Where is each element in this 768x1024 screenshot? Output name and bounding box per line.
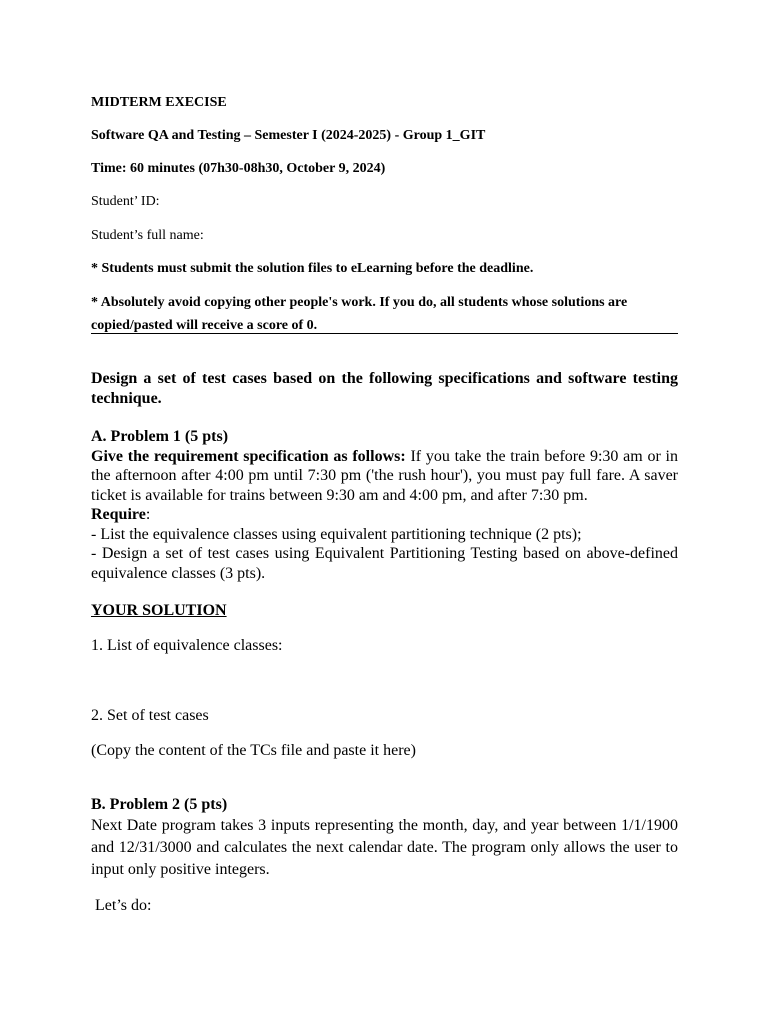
course-line: Software QA and Testing – Semester I (2024-2025) - Group 1_GIT (91, 128, 486, 143)
problem-b-text: Next Date program takes 3 inputs representing the month, day, and year between 1/1/1900 and 12/31/3000 and calculates the next calendar date. The program only allows the user to input only positive integers. (91, 817, 678, 878)
requirement-1: - List the equivalence classes using equivalent partitioning technique (2 pts); (91, 525, 582, 543)
problem-a-spec-lead: Give the requirement specification as follows: (91, 447, 406, 465)
student-name-label: Student’s full name: (91, 228, 204, 243)
notice-submit: * Students must submit the solution files to eLearning before the deadline. (91, 261, 534, 276)
require-colon: : (145, 506, 151, 523)
problem-a-section (91, 427, 678, 583)
time-line: Time: 60 minutes (07h30-08h30, October 9, 2024) (91, 161, 386, 176)
task-intro: Design a set of test cases based on the following specifications and software testing technique. (91, 370, 678, 407)
problem-a-spec (91, 447, 678, 506)
problem-a-require (91, 505, 678, 525)
solution-item-1: 1. List of equivalence classes: (91, 637, 283, 654)
problem-b-heading: B. Problem 2 (5 pts) (91, 796, 228, 813)
problem-a-spec-text: If you take the train before 9:30 am or in the afternoon after 4:00 pm until 7:30 pm ('the rush hour'), you must pay full fare. A saver ticket is available for trains between 9:30 am and 4:00 pm, and after 7:30 pm. (91, 447, 679, 504)
exercise-title: MIDTERM EXECISE (91, 95, 227, 110)
problem-a-heading: A. Problem 1 (5 pts) (91, 428, 229, 445)
lets-do-label: Let’s do: (91, 897, 152, 914)
student-id-label: Student’ ID: (91, 194, 160, 209)
require-label: Require (91, 506, 146, 523)
requirement-2: - Design a set of test cases using Equivalent Partitioning Testing based on above-defined equivalence classes (3 pts). (91, 545, 678, 582)
solution-heading: YOUR SOLUTION (91, 602, 227, 619)
notice-copy: * Absolutely avoid copying other people's work. If you do, all students whose solutions are copied/pasted will receive a score of 0. (91, 295, 628, 333)
solution-item-2: 2. Set of test cases (91, 707, 209, 724)
solution-item-2-note: (Copy the content of the TCs file and paste it here) (91, 742, 416, 759)
header-divider (91, 333, 678, 334)
